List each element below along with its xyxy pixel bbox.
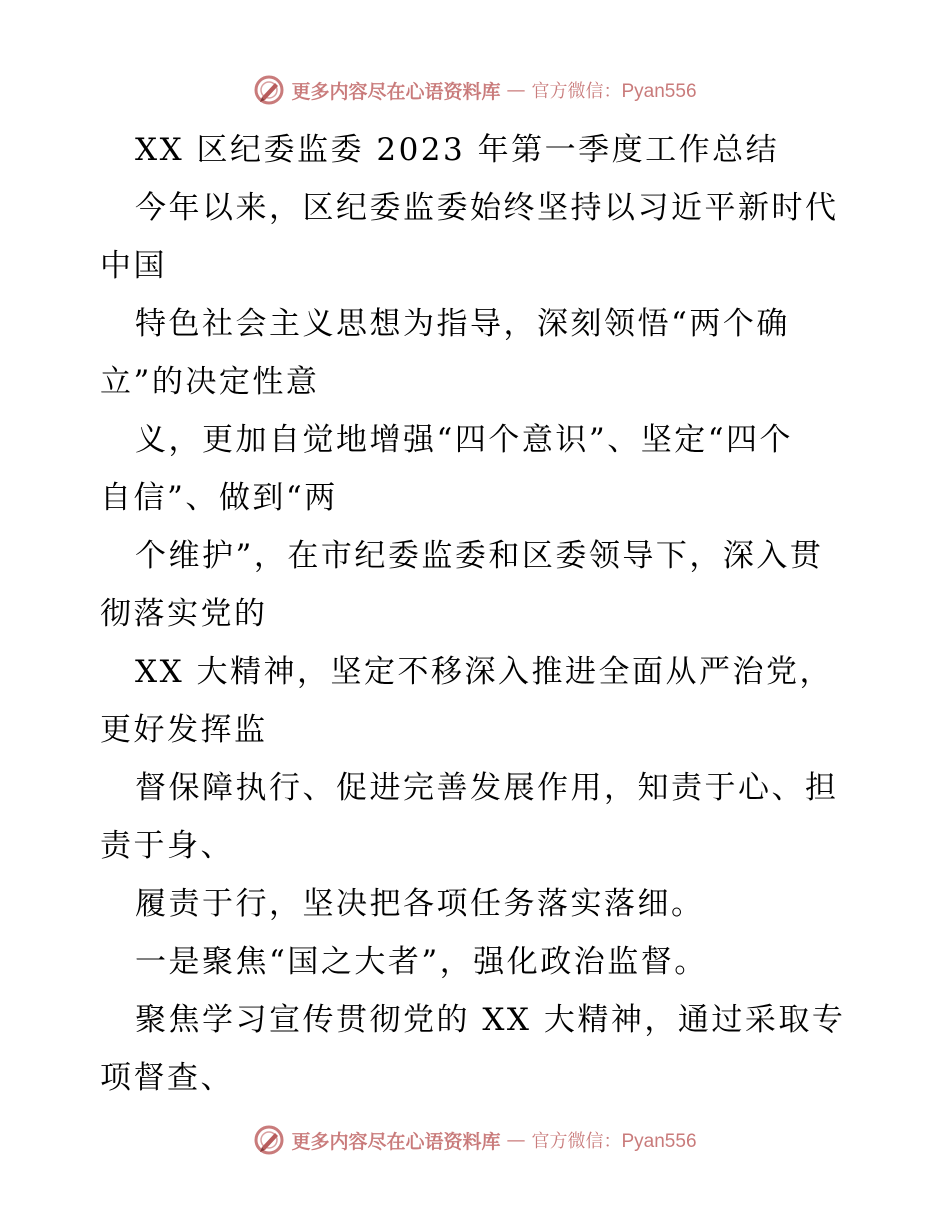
section-heading: 一是聚焦“国之大者”，强化政治监督。 [135, 944, 708, 980]
text-line: XX 大精神，坚定不移深入推进全面从严治党， [135, 654, 833, 690]
watermark-contact-label: 官方微信： [531, 1131, 622, 1152]
text-line: 个维护”，在市纪委监委和区委领导下，深入贯 [135, 538, 824, 574]
text-line: 特色社会主义思想为指导，深刻领悟“两个确 [135, 306, 790, 342]
text-line: 聚焦学习宣传贯彻党的 XX 大精神，通过采取专 [135, 1002, 846, 1038]
watermark-contact [532, 77, 697, 103]
text-line: 彻落实党的 [100, 596, 268, 632]
text-line: 更好发挥监 [100, 712, 268, 748]
text-line: 今年以来，区纪委监委始终坚持以习近平新时代 [135, 190, 839, 226]
text-line: 中国 [100, 248, 167, 284]
watermark-footer [0, 1120, 950, 1160]
watermark-contact-id: Pyan556 [621, 81, 697, 102]
text-line: 自信”、做到“两 [100, 480, 338, 516]
pen-in-circle-icon [253, 1124, 285, 1156]
pen-in-circle-icon [253, 74, 285, 106]
watermark-contact-id: Pyan556 [621, 1131, 697, 1152]
watermark-separator: — [506, 79, 526, 101]
text-line: 督保障执行、促进完善发展作用，知责于心、担 [135, 770, 839, 806]
document-body [100, 121, 860, 1107]
watermark-text: 更多内容尽在心语资料库 [291, 80, 501, 103]
text-line: 立”的决定性意 [100, 364, 320, 400]
text-line: 项督查、 [100, 1060, 234, 1096]
document-title: XX 区纪委监委 2023 年第一季度工作总结 [135, 132, 780, 168]
text-line: 义，更加自觉地增强“四个意识”、坚定“四个 [135, 422, 794, 458]
watermark-contact-label: 官方微信： [531, 81, 622, 102]
watermark-header [0, 70, 950, 110]
text-line: 责于身、 [100, 828, 234, 864]
text-line: 履责于行，坚决把各项任务落实落细。 [135, 886, 705, 922]
watermark-text: 更多内容尽在心语资料库 [291, 1130, 501, 1153]
watermark-separator: — [506, 1129, 526, 1151]
watermark-contact [532, 1127, 697, 1153]
